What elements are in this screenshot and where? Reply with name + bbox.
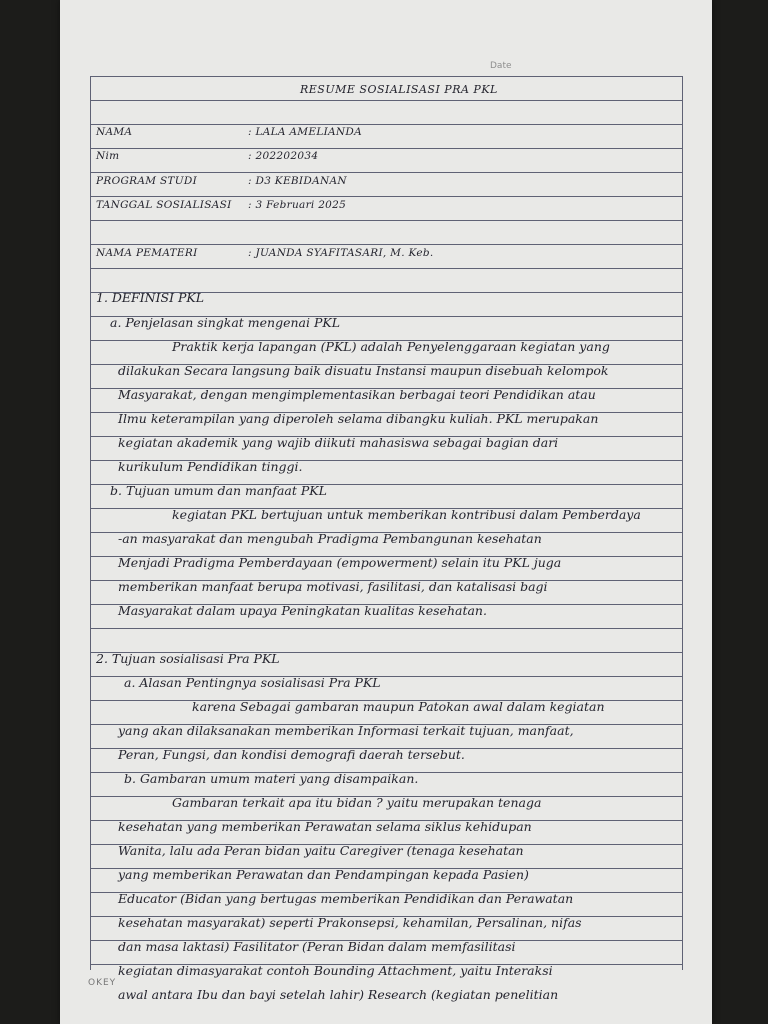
section2-para-a-line: karena Sebagai gambaran maupun Patokan awal dalam kegiatan	[192, 699, 605, 714]
section2-para-b-line: awal antara Ibu dan bayi setelah lahir) Research (kegiatan penelitian	[118, 987, 559, 1002]
section2-sub-b: b. Gambaran umum materi yang disampaikan.	[124, 771, 419, 786]
section1-para-b-line: kegiatan PKL bertujuan untuk memberikan kontribusi dalam Pemberdaya	[172, 507, 641, 522]
section1-para-b-line: Masyarakat dalam upaya Peningkatan kualitas kesehatan.	[118, 603, 487, 618]
name-value: : LALA AMELIANDA	[248, 126, 363, 138]
section2-para-a-line: yang akan dilaksanakan memberikan Informasi terkait tujuan, manfaat,	[118, 723, 574, 738]
section1-para-a-line: Praktik kerja lapangan (PKL) adalah Penyelenggaraan kegiatan yang	[172, 339, 610, 354]
section1-para-a-line: Ilmu keterampilan yang diperoleh selama dibangku kuliah. PKL merupakan	[118, 411, 599, 426]
section1-para-a-line: kegiatan akademik yang wajib diikuti mahasiswa sebagai bagian dari	[118, 435, 559, 450]
section1-para-b-line: Menjadi Pradigma Pemberdayaan (empowerment) selain itu PKL juga	[118, 555, 562, 570]
section1-para-b-line: memberikan manfaat berupa motivasi, fasilitasi, dan katalisasi bagi	[118, 579, 548, 594]
date-label: Date	[490, 61, 512, 71]
date-value: : 3 Februari 2025	[248, 199, 347, 211]
nim-label: Nim	[96, 150, 120, 162]
section2-sub-a: a. Alasan Pentingnya sosialisasi Pra PKL	[124, 675, 381, 690]
speaker-label: NAMA PEMATERI	[96, 247, 198, 259]
program-value: : D3 KEBIDANAN	[248, 175, 347, 187]
section2-para-b-line: kegiatan dimasyarakat contoh Bounding Attachment, yaitu Interaksi	[118, 963, 553, 978]
section2-heading: 2. Tujuan sosialisasi Pra PKL	[96, 651, 280, 666]
notebook-brand: OKEY	[88, 978, 117, 988]
page-title: RESUME SOSIALISASI PRA PKL	[300, 83, 498, 96]
ruled-line	[90, 124, 682, 125]
ruled-line	[90, 628, 682, 629]
ruled-line	[90, 100, 682, 101]
section1-para-a-line: dilakukan Secara langsung baik disuatu Instansi maupun disebuah kelompok	[118, 363, 609, 378]
ruled-line	[90, 220, 682, 221]
section2-para-b-line: kesehatan yang memberikan Perawatan selama siklus kehidupan	[118, 819, 532, 834]
section1-para-a-line: kurikulum Pendidikan tinggi.	[118, 459, 303, 474]
speaker-value: : JUANDA SYAFITASARI, M. Keb.	[248, 247, 434, 259]
section2-para-b-line: kesehatan masyarakat) seperti Prakonsepsi, kehamilan, Persalinan, nifas	[118, 915, 582, 930]
name-label: NAMA	[96, 126, 133, 138]
section2-para-b-line: dan masa laktasi) Fasilitator (Peran Bidan dalam memfasilitasi	[118, 939, 516, 954]
section1-para-b-line: -an masyarakat dan mengubah Pradigma Pembangunan kesehatan	[118, 531, 542, 546]
date-label-row: TANGGAL SOSIALISASI	[96, 199, 232, 211]
section2-para-b-line: yang memberikan Perawatan dan Pendampingan kepada Pasien)	[118, 867, 529, 882]
ruled-line	[90, 76, 682, 77]
section1-heading: 1. DEFINISI PKL	[96, 290, 205, 305]
nim-value: : 202202034	[248, 150, 319, 162]
section2-para-a-line: Peran, Fungsi, dan kondisi demografi daerah tersebut.	[118, 747, 465, 762]
section1-para-a-line: Masyarakat, dengan mengimplementasikan berbagai teori Pendidikan atau	[118, 387, 596, 402]
ruled-line	[90, 148, 682, 149]
section1-sub-b: b. Tujuan umum dan manfaat PKL	[110, 483, 327, 498]
section2-para-b-line: Educator (Bidan yang bertugas memberikan Pendidikan dan Perawatan	[118, 891, 574, 906]
right-margin-line	[682, 76, 683, 970]
section2-para-b-line: Wanita, lalu ada Peran bidan yaitu Caregiver (tenaga kesehatan	[118, 843, 524, 858]
section1-sub-a: a. Penjelasan singkat mengenai PKL	[110, 315, 341, 330]
program-label: PROGRAM STUDI	[96, 175, 198, 187]
ruled-line	[90, 268, 682, 269]
section2-para-b-line: Gambaran terkait apa itu bidan ? yaitu merupakan tenaga	[172, 795, 542, 810]
left-margin-line	[90, 76, 91, 970]
notebook-page	[60, 0, 712, 1024]
